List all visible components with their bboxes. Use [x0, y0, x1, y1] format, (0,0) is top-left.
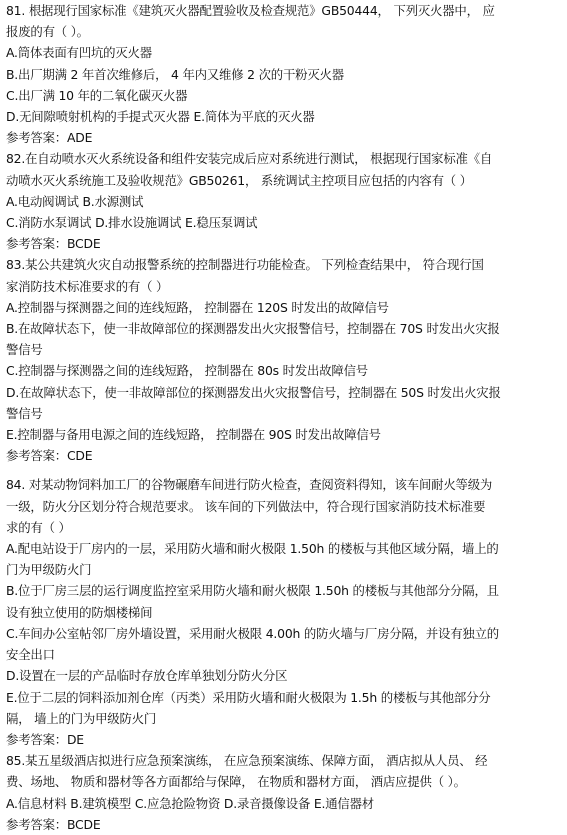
option-d: D.在故障状态下，使一非故障部位的探测器发出火灾报警信号，控制器在 50S 时发出火灾报 [6, 384, 501, 400]
question-stem: 83.某公共建筑火灾自动报警系统的控制器进行功能检查。 下列检查结果中， 符合现行国 [6, 257, 484, 273]
option-e: E.位于二层的饲料添加剂仓库（丙类）采用防火墙和耐火极限为 1.5h 的楼板与其他部分分 [6, 689, 491, 705]
question-85 [6, 750, 563, 835]
question-84 [6, 474, 563, 750]
option-d-e: D.无间隙喷射机构的手提式灭火器 E.简体为平底的灭火器 [6, 109, 315, 125]
reference-answer: 参考答案：DE [6, 731, 84, 747]
question-stem: 84. 对某动物饲料加工厂的谷物碾磨车间进行防火检查，查阅资料得知，该车间耐火等级为 [6, 477, 493, 493]
question-stem: 家消防技术标准要求的有（ ） [6, 278, 169, 294]
question-82 [6, 148, 563, 254]
question-stem: 费、场地、 物质和器材等各方面都给与保障， 在物质和器材方面， 酒店应提供（ ）。 [6, 774, 466, 790]
option-c-continued: 安全出口 [6, 647, 55, 663]
spacer [6, 466, 563, 474]
option-c: C.出厂满 10 年的二氧化碳灭火器 [6, 87, 188, 103]
option-a: A.配电站设于厂房内的一层，采用防火墙和耐火极限 1.50h 的楼板与其他区域分隔，墙上的 [6, 541, 499, 557]
option-b: B.在故障状态下，使一非故障部位的探测器发出火灾报警信号，控制器在 70S 时发出火灾报 [6, 321, 500, 337]
option-e: E.控制器与备用电源之间的连线短路， 控制器在 90S 时发出故障信号 [6, 427, 381, 443]
question-stem: 报废的有（ ）。 [6, 24, 89, 40]
question-83 [6, 254, 563, 466]
option-b: B.位于厂房三层的运行调度监控室采用防火墙和耐火极限 1.50h 的楼板与其他部分分隔，且 [6, 583, 499, 599]
option-c-d-e: C.消防水泵调试 D.排水设施调试 E.稳压泵调试 [6, 215, 258, 231]
option-b: B.出厂期满 2 年首次维修后， 4 年内又维修 2 次的干粉灭火器 [6, 66, 344, 82]
question-stem: 82.在自动喷水灭火系统设备和组件安装完成后应对系统进行测试， 根据现行国家标准《自 [6, 151, 493, 167]
option-a: A.筒体表面有凹坑的灭火器 [6, 45, 152, 61]
option-e-continued: 隔， 墙上的门为甲级防火门 [6, 710, 157, 726]
option-d: D.设置在一层的产品临时存放仓库单独划分防火分区 [6, 668, 288, 684]
option-b-continued: 警信号 [6, 342, 43, 358]
question-stem: 85.某五星级酒店拟进行应急预案演练， 在应急预案演练、保障方面， 酒店拟从人员、 经 [6, 753, 488, 769]
reference-answer: 参考答案：ADE [6, 130, 93, 146]
question-stem: 一级，防火分区划分符合规范要求。 该车间的下列做法中，符合现行国家消防技术标准要 [6, 498, 486, 514]
option-d-continued: 警信号 [6, 405, 43, 421]
option-c: C.控制器与探测器之间的连线短路， 控制器在 80s 时发出故障信号 [6, 363, 368, 379]
question-stem: 81. 根据现行国家标准《建筑灭火器配置验收及检查规范》GB50444， 下列灭火器中， 应 [6, 3, 495, 18]
option-a: A.控制器与探测器之间的连线短路， 控制器在 120S 时发出的故障信号 [6, 299, 389, 315]
option-a-continued: 门为甲级防火门 [6, 562, 92, 578]
question-81 [6, 0, 563, 148]
option-b-continued: 设有独立使用的防烟楼梯间 [6, 604, 153, 620]
question-stem: 求的有（ ） [6, 519, 71, 535]
reference-answer: 参考答案：BCDE [6, 816, 101, 832]
reference-answer: 参考答案：CDE [6, 448, 93, 464]
option-a-b: A.电动阀调试 B.水源测试 [6, 193, 144, 209]
reference-answer: 参考答案：BCDE [6, 236, 101, 252]
option-c: C.车间办公室帖邻厂房外墙设置，采用耐火极限 4.00h 的防火墙与厂房分隔，并设有独立的 [6, 625, 499, 641]
question-stem: 动喷水灭火系统施工及验收规范》GB50261， 系统调试主控项目应包括的内容有（ ） [6, 172, 472, 188]
options: A.信息材料 B.建筑模型 C.应急抢险物资 D.录音摄像设备 E.通信器材 [6, 795, 375, 811]
